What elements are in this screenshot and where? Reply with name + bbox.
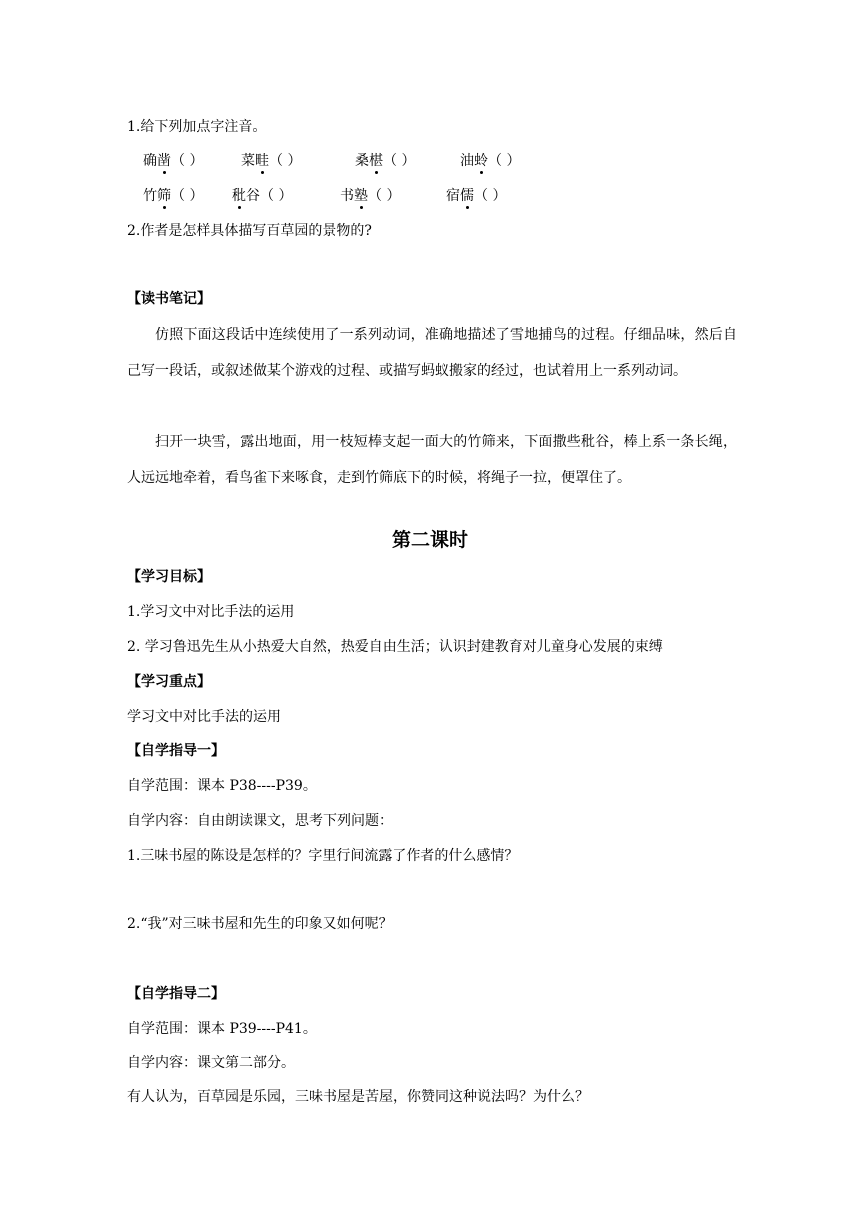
dotted-char: 筛 (157, 188, 171, 204)
self-study-content: 自学内容：自由朗读课文，思考下列问题： (127, 813, 393, 829)
answer-blank: （ ） (171, 188, 204, 204)
word-char: 菜 (241, 153, 255, 169)
word-item (143, 151, 203, 171)
answer-blank: （ ） (368, 188, 401, 204)
self-study-guide-1-label: 【自学指导一】 (127, 743, 225, 759)
word-char: 桑 (355, 153, 369, 169)
word-item (340, 186, 400, 206)
word-item (241, 151, 301, 171)
word-item (355, 151, 415, 171)
guide-1-question-2: 2.“我”对三味书屋和先生的印象又如何呢？ (127, 916, 393, 932)
learning-goal-item: 2. 学习鲁迅先生从小热爱大自然，热爱自由生活；认识封建教育对儿童身心发展的束缚 (127, 639, 663, 655)
word-char: 确 (143, 153, 157, 169)
word-char: 油 (460, 153, 474, 169)
dotted-char: 凿 (157, 153, 171, 169)
learning-goal-item: 1.学习文中对比手法的运用 (127, 604, 295, 620)
learning-goals-label: 【学习目标】 (127, 569, 211, 585)
learning-focus-label: 【学习重点】 (127, 674, 211, 690)
dotted-char: 畦 (255, 153, 269, 169)
answer-blank: （ ） (171, 153, 204, 169)
example-paragraph: 扫开一块雪，露出地面，用一枝短棒支起一面大的竹筛来，下面撒些秕谷，棒上系一条长绳，人远远地牵着，看鸟雀下来啄食，走到竹筛底下的时候，将绳子一拉，便罩住了。 (127, 434, 737, 486)
question-1-prompt: 1.给下列加点字注音。 (127, 119, 267, 135)
word-char: 书 (340, 188, 354, 204)
self-study-scope: 自学范围：课本 P38----P39。 (127, 778, 317, 794)
word-item (460, 151, 520, 171)
dotted-char: 塾 (354, 188, 368, 204)
answer-blank: （ ） (260, 188, 293, 204)
dotted-char: 儒 (460, 188, 474, 204)
learning-focus-text: 学习文中对比手法的运用 (127, 709, 281, 725)
answer-blank: （ ） (474, 188, 507, 204)
answer-blank: （ ） (269, 153, 302, 169)
guide-1-question-1: 1.三味书屋的陈设是怎样的？字里行间流露了作者的什么感情？ (127, 848, 519, 864)
word-char: 竹 (143, 188, 157, 204)
self-study-content: 自学内容：课文第二部分。 (127, 1055, 295, 1071)
word-item (446, 186, 506, 206)
question-2: 2.作者是怎样具体描写百草园的景物的? (127, 223, 372, 239)
word-item (232, 186, 292, 206)
dotted-char: 秕 (232, 188, 246, 204)
word-char: 谷 (246, 188, 260, 204)
self-study-scope: 自学范围：课本 P39----P41。 (127, 1021, 317, 1037)
reading-notes-paragraph: 仿照下面这段话中连续使用了一系列动词，准确地描述了雪地捕鸟的过程。仔细品味，然后自己写一段话，或叙述做某个游戏的过程、或描写蚂蚁搬家的经过，也试着用上一系列动词。 (127, 327, 737, 379)
word-item (143, 186, 203, 206)
guide-2-question: 有人认为，百草园是乐园，三味书屋是苦屋，你赞同这种说法吗？为什么？ (127, 1089, 589, 1105)
self-study-guide-2-label: 【自学指导二】 (127, 986, 225, 1002)
reading-notes-label: 【读书笔记】 (127, 291, 211, 307)
answer-blank: （ ） (383, 153, 416, 169)
word-char: 宿 (446, 188, 460, 204)
lesson-title: 第二课时 (391, 529, 468, 551)
answer-blank: （ ） (488, 153, 521, 169)
dotted-char: 蛉 (474, 153, 488, 169)
dotted-char: 椹 (369, 153, 383, 169)
